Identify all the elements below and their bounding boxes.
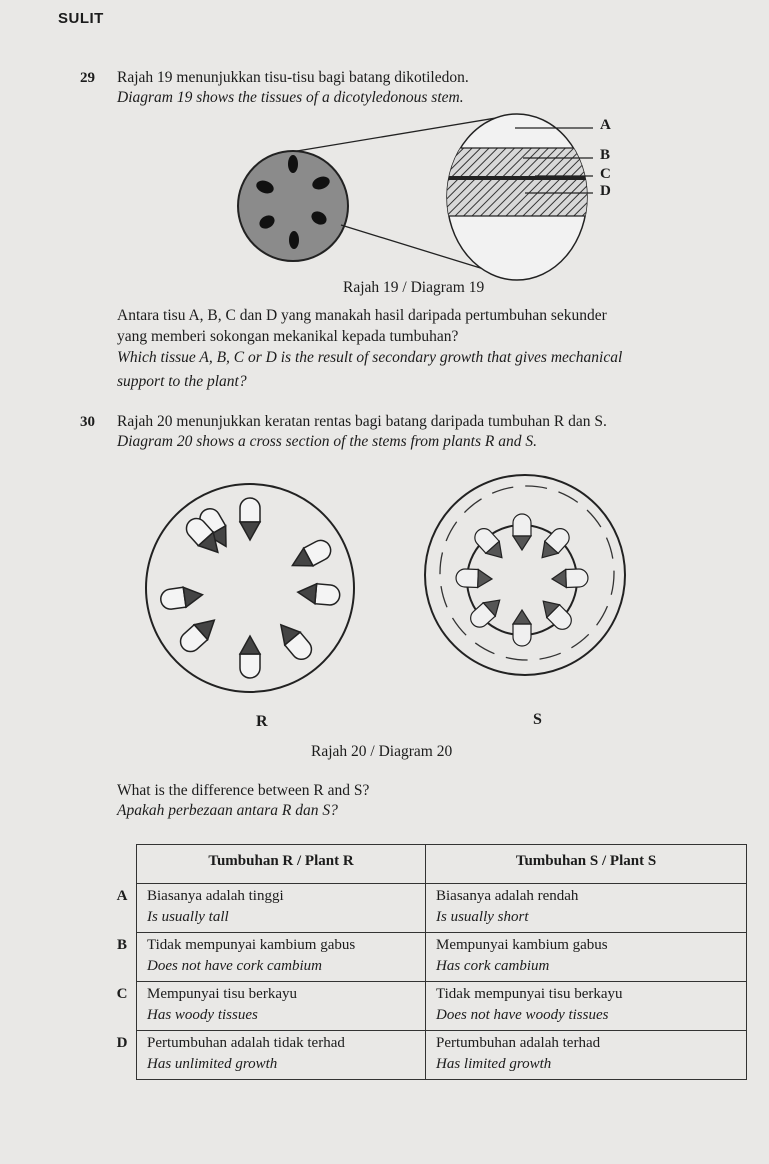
stem-r-vascular-bundles bbox=[159, 498, 340, 678]
q29-ask-ms-2: yang memberi sokongan mekanikal kepada tumbuhan? bbox=[117, 328, 459, 345]
option-row-d[interactable]: D Pertumbuhan adalah tidak terhad Has unlimited growth Pertumbuhan adalah terhad Has limited growth bbox=[108, 1031, 747, 1080]
q30-ask-ms: Apakah perbezaan antara R dan S? bbox=[117, 802, 338, 819]
option-letter: C bbox=[108, 982, 137, 1031]
q29-ask-en-2: support to the plant? bbox=[117, 373, 247, 390]
option-row-c[interactable]: C Mempunyai tisu berkayu Has woody tissues Tidak mempunyai tisu berkayu Does not have woody tissues bbox=[108, 982, 747, 1031]
label-b: B bbox=[600, 147, 611, 163]
q29-ask-ms-1: Antara tisu A, B, C dan D yang manakah hasil daripada pertumbuhan sekunder bbox=[117, 307, 607, 324]
diagram-19-caption: Rajah 19 / Diagram 19 bbox=[343, 279, 485, 296]
option-row-b[interactable]: B Tidak mempunyai kambium gabus Does not have cork cambium Mempunyai kambium gabus Has cork cambium bbox=[108, 933, 747, 982]
q29-ask-en-1: Which tissue A, B, C or D is the result of secondary growth that gives mechanical bbox=[117, 349, 623, 366]
q30-number: 30 bbox=[80, 414, 95, 430]
diagram-20 bbox=[0, 470, 769, 710]
q30-ask-en: What is the difference between R and S? bbox=[117, 782, 370, 799]
label-a: A bbox=[600, 117, 611, 133]
option-letter: B bbox=[108, 933, 137, 982]
option-row-a[interactable]: A Biasanya adalah tinggi Is usually tall Biasanya adalah rendah Is usually short bbox=[108, 884, 747, 933]
option-letter: A bbox=[108, 884, 137, 933]
label-c: C bbox=[600, 166, 611, 182]
label-r: R bbox=[256, 713, 268, 730]
stem-s-vascular-bundles bbox=[456, 514, 589, 646]
q29-number: 29 bbox=[80, 70, 95, 86]
diagram-20-caption: Rajah 20 / Diagram 20 bbox=[311, 743, 453, 760]
option-letter: D bbox=[108, 1031, 137, 1080]
diagram-19 bbox=[0, 0, 769, 300]
label-d: D bbox=[600, 183, 611, 199]
header-sulit: SULIT bbox=[58, 10, 104, 27]
q29-intro-en: Diagram 19 shows the tissues of a dicotyledonous stem. bbox=[117, 89, 464, 106]
q29-intro-ms: Rajah 19 menunjukkan tisu-tisu bagi batang dikotiledon. bbox=[117, 69, 469, 86]
header-plant-s: Tumbuhan S / Plant S bbox=[426, 845, 747, 884]
label-s: S bbox=[533, 711, 542, 728]
header-plant-r: Tumbuhan R / Plant R bbox=[137, 845, 426, 884]
q30-intro-ms: Rajah 20 menunjukkan keratan rentas bagi batang daripada tumbuhan R dan S. bbox=[117, 413, 607, 430]
answer-options-table bbox=[108, 844, 747, 1080]
q30-intro-en: Diagram 20 shows a cross section of the stems from plants R and S. bbox=[117, 433, 537, 450]
